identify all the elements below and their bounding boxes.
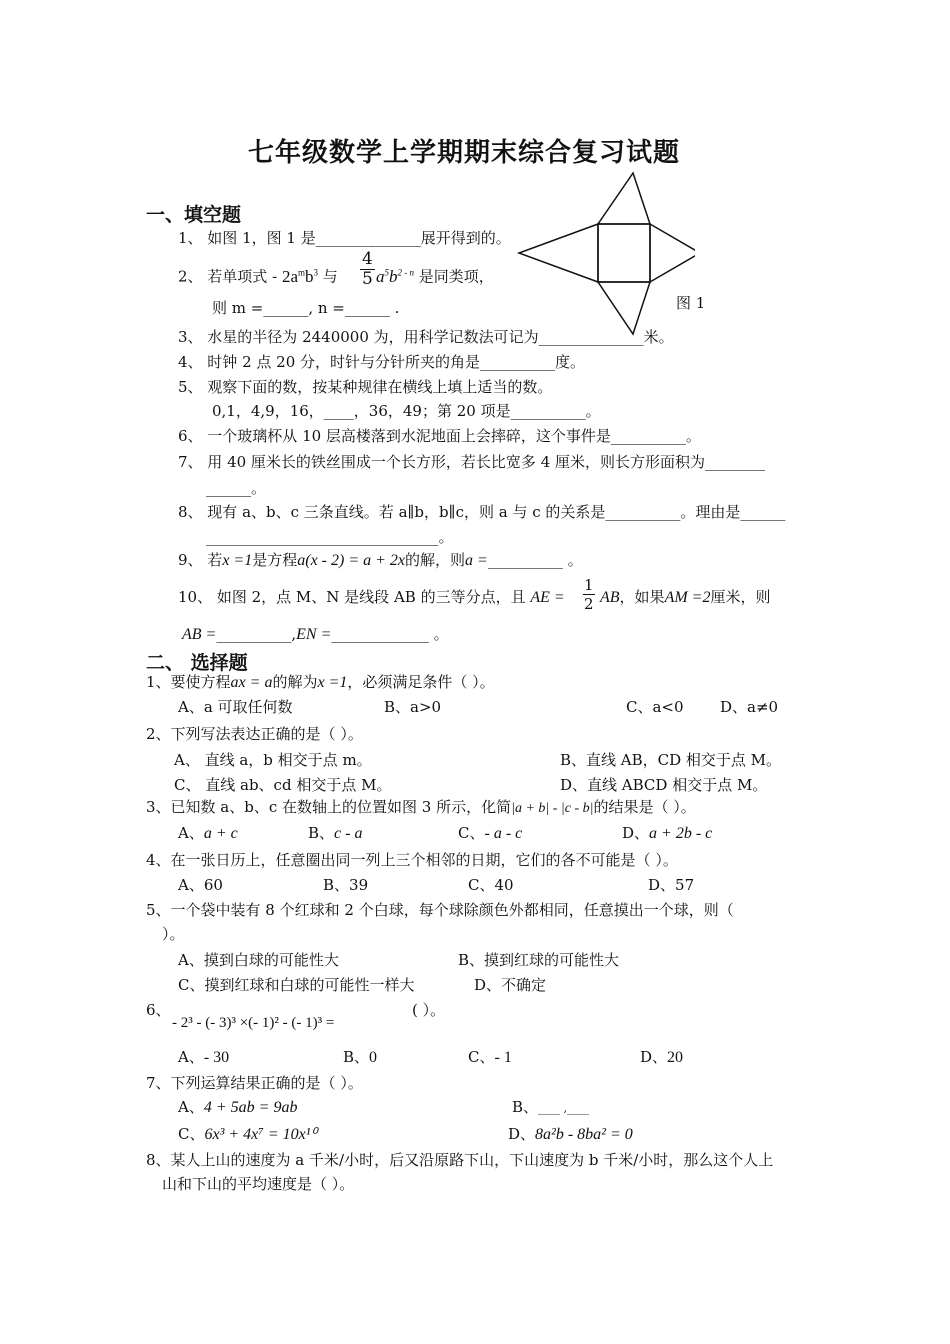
question-2-text-b: $a^5b^{2 - n}$ 是同类项， — [376, 266, 494, 286]
c2-option-a: A、 直线 a，b 相交于点 m。 — [174, 751, 372, 769]
c6-option-a: A、- 30 — [178, 1048, 230, 1066]
question-5: 5、 观察下面的数，按某种规律在横线上填上适当的数。 — [178, 378, 553, 396]
choice-question-5-line-2: ）。 — [162, 925, 185, 943]
c3-option-b: B、c - a — [308, 824, 363, 842]
net-square — [598, 224, 650, 282]
question-6: 6、 一个玻璃杯从 10 层高楼落到水泥地面上会摔碎，这个事件是__________。 — [178, 427, 701, 445]
net-triangle-right — [650, 224, 695, 282]
c6-option-c: C、- 1 — [468, 1048, 512, 1066]
q2-fraction: 4 5 — [362, 249, 373, 289]
question-9: 9、 若x =1是方程a(x - 2) = a + 2x的解，则a =__________ 。 — [178, 551, 583, 569]
question-8: 8、 现有 a、b、c 三条直线。若 a∥b，b∥c，则 a 与 c 的关系是__________。理由是______ — [178, 503, 786, 521]
choice-question-3: 3、已知数 a、b、c 在数轴上的位置如图 3 所示，化简|a + b| - |c - b|的结果是（ ）。 — [146, 798, 696, 816]
c1-option-a: A、a 可取任何数 — [178, 698, 293, 716]
choice-question-2: 2、下列写法表达正确的是（ ）。 — [146, 725, 363, 743]
question-8-line-2: _______________________________。 — [206, 528, 454, 546]
c2-option-c: C、 直线 ab、cd 相交于点 M。 — [174, 776, 392, 794]
choice-question-1: 1、要使方程ax = a的解为x =1，必须满足条件（ ）。 — [146, 673, 495, 691]
question-7-line-2: ______。 — [206, 479, 267, 497]
choice-question-5: 5、一个袋中装有 8 个红球和 2 个白球，每个球除颜色外都相同，任意摸出一个球，则（ — [146, 901, 734, 919]
section-1-heading: 一、填空题 — [146, 204, 242, 226]
c1-option-b: B、a>0 — [384, 698, 442, 716]
c5-option-a: A、摸到白球的可能性大 — [178, 951, 339, 969]
c7-option-d: D、8a²b - 8ba² = 0 — [508, 1125, 633, 1143]
c5-option-c: C、摸到红球和白球的可能性一样大 — [178, 976, 415, 994]
c4-option-b: B、39 — [323, 876, 369, 894]
c5-option-d: D、不确定 — [474, 976, 547, 994]
choice-question-8-line-2: 山和下山的平均速度是（ ）。 — [162, 1175, 355, 1193]
c7-option-a: A、4 + 5ab = 9ab — [178, 1098, 298, 1116]
choice-question-8: 8、某人上山的速度为 a 千米/小时，后又沿原路下山，下山速度为 b 千米/小时，那么这个人上 — [146, 1151, 774, 1169]
c1-option-c: C、a<0 — [626, 698, 684, 716]
question-2-line-2: 则 m =______, n =______ . — [212, 299, 400, 317]
choice-question-6-number: 6、 — [146, 1001, 171, 1019]
question-10-b: AB，如果AM =2厘米，则 — [600, 588, 771, 606]
question-2-text: 2、 若单项式 - $2a^mb^3$ 与 — [178, 266, 338, 286]
question-10-line-2: AB =__________,EN =_____________ 。 — [182, 625, 449, 643]
figure-1-label: 图 1 — [676, 294, 706, 312]
c4-option-a: A、60 — [178, 876, 223, 894]
c3-option-c: C、- a - c — [458, 824, 523, 842]
choice-question-6-expression: - 2³ - (- 3)³ ×(- 1)² - (- 1)³ = — [172, 1015, 335, 1031]
q2-monomial-1: $2a^mb^3$ — [281, 266, 318, 286]
net-triangle-left — [519, 224, 598, 282]
question-4: 4、 时钟 2 点 20 分，时针与分针所夹的角是__________度。 — [178, 353, 586, 371]
net-triangle-top — [598, 173, 650, 224]
question-10: 10、 如图 2，点 M、N 是线段 AB 的三等分点，且 AE = — [178, 588, 565, 606]
c3-option-a: A、a + c — [178, 824, 238, 842]
c7-option-b: B、____ ,____ — [512, 1098, 590, 1116]
c6-option-d: D、20 — [640, 1048, 684, 1066]
question-1: 1、 如图 1，图 1 是______________展开得到的。 — [178, 229, 511, 247]
c2-option-d: D、直线 ABCD 相交于点 M。 — [560, 776, 768, 794]
page-title: 七年级数学上学期期末综合复习试题 — [248, 138, 681, 168]
c3-option-d: D、a + 2b - c — [622, 824, 713, 842]
question-7: 7、 用 40 厘米长的铁丝围成一个长方形，若长比宽多 4 厘米，则长方形面积为________ — [178, 453, 766, 471]
question-5-sequence: 0,1，4,9，16，____，36，49；第 20 项是__________。 — [212, 402, 601, 420]
c4-option-d: D、57 — [648, 876, 695, 894]
q2-monomial-2: $a^5b^{2 - n}$ — [376, 266, 414, 286]
q10-fraction: 1 2 — [584, 576, 594, 613]
choice-question-6-answer: ( ）。 — [412, 1001, 446, 1019]
choice-question-7: 7、下列运算结果正确的是（ ）。 — [146, 1074, 363, 1092]
question-3: 3、 水星的半径为 2440000 为，用科学记数法可记为______________米。 — [178, 328, 674, 346]
section-2-heading: 二、 选择题 — [146, 652, 248, 674]
figure-1-net-diagram — [515, 168, 695, 338]
c7-option-c: C、6x³ + 4x⁷ = 10x¹⁰ — [178, 1125, 317, 1143]
c4-option-c: C、40 — [468, 876, 514, 894]
choice-question-4: 4、在一张日历上，任意圈出同一列上三个相邻的日期，它们的各不可能是（ ）。 — [146, 851, 678, 869]
c1-option-d: D、a≠0 — [720, 698, 779, 716]
c6-option-b: B、0 — [343, 1048, 378, 1066]
c2-option-b: B、直线 AB，CD 相交于点 M。 — [560, 751, 782, 769]
c5-option-b: B、摸到红球的可能性大 — [458, 951, 620, 969]
